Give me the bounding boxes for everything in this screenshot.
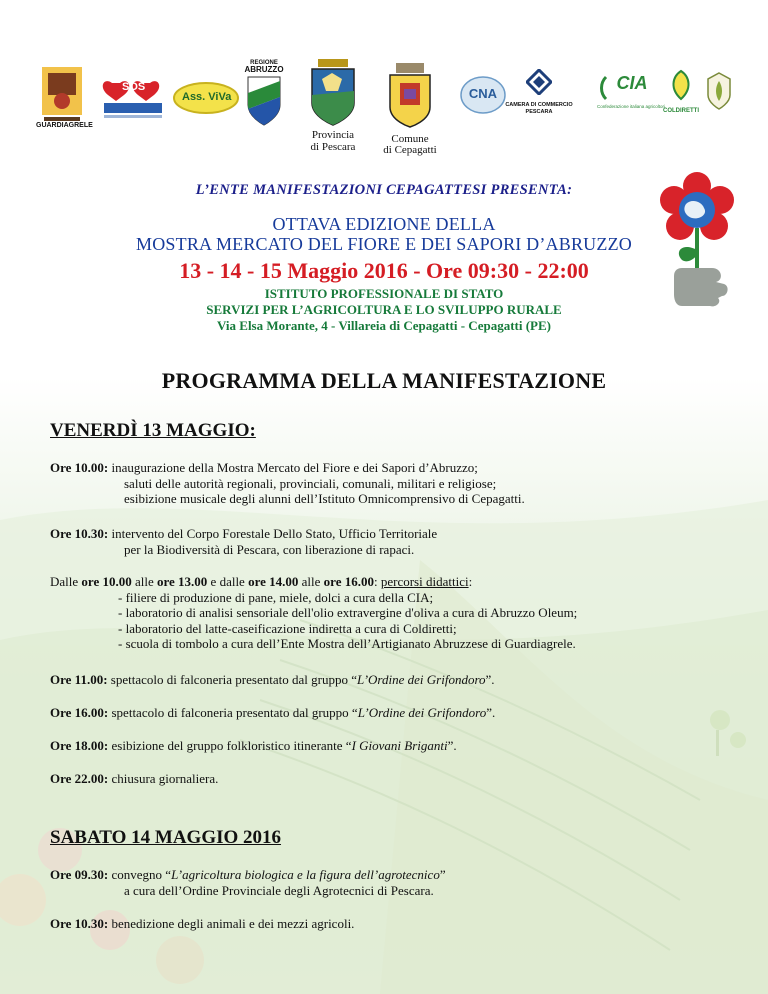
friday-entry-1 — [50, 460, 730, 507]
camera-commercio-logo — [526, 69, 552, 95]
coldiretti-label: COLDIRETTI — [663, 108, 699, 114]
text: ” — [439, 867, 446, 882]
presenter-line: L’ENTE MANIFESTAZIONI CEPAGATTESI PRESENTA: — [195, 182, 573, 198]
time: Ore 11.00: — [50, 672, 108, 687]
text: e dalle — [207, 574, 249, 589]
text: benedizione degli animali e dei mezzi agricoli. — [108, 916, 355, 931]
cna-label: CNA — [468, 86, 498, 101]
list-item: - laboratorio del latte-caseificazione indiretta a cura di Coldiretti; — [118, 620, 457, 636]
comune-caption-2: di Cepagatti — [383, 144, 437, 156]
time: Ore 10.30: — [50, 526, 109, 541]
edition-title: OTTAVA EDIZIONE DELLA — [272, 214, 496, 234]
time: ore 14.00 — [248, 574, 299, 589]
text: saluti delle autorità regionali, provinciali, comunali, militari e religiose; — [124, 475, 497, 491]
time: ore 13.00 — [156, 574, 208, 589]
text: alle — [298, 574, 324, 589]
guardiagrele-logo — [40, 65, 84, 127]
friday-entry-3 — [50, 672, 730, 688]
text: alle — [131, 574, 157, 589]
camera-commercio-city: PESCARA — [525, 109, 553, 115]
institute-subtitle: SERVIZI PER L’AGRICOLTURA E LO SVILUPPO RURALE — [206, 302, 562, 317]
friday-entry-workshops — [50, 574, 730, 652]
guardiagrele-caption: GUARDIAGRELE — [36, 122, 93, 129]
friday-entry-6 — [50, 771, 730, 787]
time: Ore 09.30: — [50, 867, 109, 882]
provincia-pescara-crest — [308, 57, 358, 127]
text: esibizione musicale degli alunni dell’Istituto Omnicomprensivo di Cepagatti. — [124, 491, 525, 506]
text: intervento del Corpo Forestale Dello Stato, Ufficio Territoriale — [108, 526, 438, 541]
ass-viva-label: Ass. ViVa — [182, 91, 232, 103]
text: percorsi didattici — [380, 574, 469, 589]
comune-cepagatti-crest — [386, 61, 434, 129]
institute-name: ISTITUTO PROFESSIONALE DI STATO — [264, 286, 504, 301]
saturday-entry-1 — [50, 867, 730, 898]
text: a cura dell’Ordine Provinciale degli Agrotecnici di Pescara. — [124, 882, 434, 898]
list-item: - filiere di produzione di pane, miele, dolci a cura della CIA; — [118, 589, 434, 605]
cia-label: CIA — [616, 73, 648, 93]
text: convegno “ — [108, 867, 172, 882]
friday-heading: VENERDÌ 13 MAGGIO: — [50, 420, 256, 441]
text: spettacolo di falconeria presentato dal gruppo “ — [107, 672, 357, 687]
text: : — [373, 574, 381, 589]
text: chiusura giornaliera. — [108, 771, 219, 786]
event-dates: 13 - 14 - 15 Maggio 2016 - Ore 09:30 - 22:00 — [179, 258, 589, 283]
event-title: MOSTRA MERCATO DEL FIORE E DEI SAPORI D’ABRUZZO — [136, 234, 632, 254]
regione-abruzzo-logo — [246, 75, 282, 127]
flower-thumb-logo — [652, 168, 742, 313]
provincia-caption-1: Provincia — [311, 129, 355, 141]
regione-label: REGIONE — [250, 60, 278, 66]
provincia-caption-2: di Pescara — [310, 141, 356, 153]
text: ”. — [447, 738, 457, 753]
time: Ore 18.00: — [50, 738, 109, 753]
time: ore 10.00 — [81, 574, 132, 589]
time: Ore 10.00: — [50, 460, 109, 475]
saturday-entry-2 — [50, 916, 730, 932]
text: I Giovani Briganti — [351, 738, 448, 753]
list-item: - scuola di tombolo a cura dell’Ente Mostra dell’Artigianato Abruzzese di Guardiagrele. — [118, 636, 576, 651]
list-item: - laboratorio di analisi sensoriale dell'olio extravergine d'oliva a cura di Abruzzo Oleum; — [118, 605, 578, 620]
text: L’Ordine dei Grifondoro — [357, 705, 487, 720]
regione-name: ABRUZZO — [244, 65, 284, 74]
friday-entry-4 — [50, 705, 730, 721]
text: inaugurazione della Mostra Mercato del Fiore e dei Sapori d’Abruzzo; — [108, 460, 478, 475]
camera-commercio-label: CAMERA DI COMMERCIO — [505, 102, 573, 108]
text: Dalle — [50, 574, 82, 589]
time: Ore 22.00: — [50, 771, 109, 786]
friday-entry-5 — [50, 738, 730, 754]
text: L’Ordine dei Grifondoro — [356, 672, 486, 687]
text: L’agricoltura biologica e la figura dell’agrotecnico — [171, 867, 440, 882]
program-title: PROGRAMMA DELLA MANIFESTAZIONE — [161, 368, 607, 393]
sos-caption: SOS — [122, 81, 146, 93]
time: ore 16.00 — [323, 574, 374, 589]
text: ”. — [485, 672, 495, 687]
coldiretti-logo — [666, 69, 696, 103]
text: spettacolo di falconeria presentato dal gruppo “ — [108, 705, 358, 720]
text: : — [468, 574, 473, 589]
agrarian-emblem — [706, 71, 732, 111]
time: Ore 10.30: — [50, 916, 109, 931]
venue-address: Via Elsa Morante, 4 - Villareia di Cepagatti - Cepagatti (PE) — [217, 318, 551, 333]
time: Ore 16.00: — [50, 705, 109, 720]
sponsor-logos — [38, 55, 738, 155]
comune-caption-1: Comune — [391, 133, 429, 145]
friday-entry-2 — [50, 526, 730, 557]
text: ”. — [486, 705, 496, 720]
cia-subtitle: Confederazione italiana agricoltori — [596, 104, 666, 109]
text: per la Biodiversità di Pescara, con liberazione di rapaci. — [124, 541, 415, 557]
saturday-heading: SABATO 14 MAGGIO 2016 — [50, 827, 282, 848]
text: esibizione del gruppo folkloristico itinerante “ — [108, 738, 352, 753]
